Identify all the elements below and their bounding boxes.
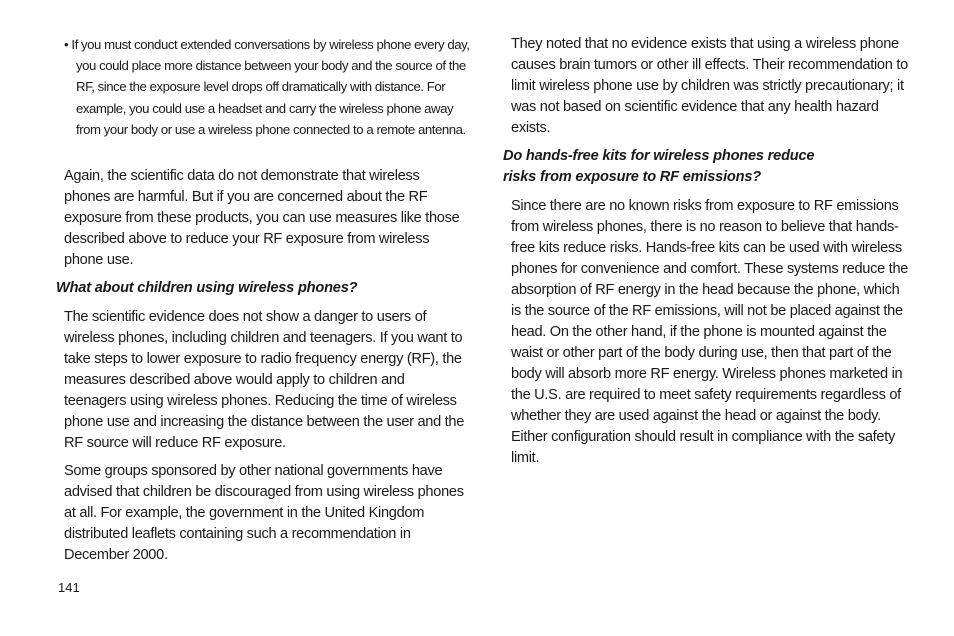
heading-hands-free-line-2: risks from exposure to RF emissions? — [503, 169, 761, 185]
paragraph-rf-concern: Again, the scientific data do not demonstrate that wireless phones are harmful. But if you are concerned about the RF exposure from these products, you can use measures like those described above to reduce your RF exposure from wireless phone use. — [64, 168, 460, 268]
paragraph-children-evidence: The scientific evidence does not show a danger to users of wireless phones, including children and teenagers. If you want to take steps to lower exposure to radio frequency energy (RF), the measures described above would apply to children and teenagers using wireless phones. Reducing the time of wireless phone use and increasing the distance between the user and the RF source will reduce RF exposure. — [64, 309, 465, 451]
bullet-marker: • — [64, 37, 69, 52]
paragraph-national-governments: Some groups sponsored by other national governments have advised that children be discouraged from using wireless phones at all. For example, the government in the United Kingdom distributed leaflets containing such a recommendation in December 2000. — [64, 463, 464, 563]
page-number: 141 — [58, 580, 80, 595]
bullet-item — [64, 34, 476, 140]
heading-hands-free-line-1: Do hands-free kits for wireless phones reduce — [503, 148, 815, 164]
paragraph-no-evidence: They noted that no evidence exists that using a wireless phone causes brain tumors or other ill effects. Their recommendation to limit wireless phone use by children was strictly precautionary; it was not based on scientific evidence that any health hazard exists. — [511, 36, 908, 136]
paragraph-hands-free-kits: Since there are no known risks from exposure to RF emissions from wireless phones, there is no reason to believe that hands-free kits reduce risks. Hands-free kits can be used with wireless phones for convenience and comfort. These systems reduce the absorption of RF energy in the head because the phone, which is the source of the RF emissions, will not be placed against the head. On the other hand, if the phone is mounted against the waist or other part of the body during use, then that part of the body will absorb more RF energy. Wireless phones marketed in the U.S. are required to meet safety requirements regardless of whether they are used against the head or against the body. Either configuration should result in compliance with the safety limit. — [511, 198, 909, 466]
bullet-text: If you must conduct extended conversations by wireless phone every day, you could place more distance between your body and the source of the RF, since the exposure level drops off dramatically with distance. For example, you could use a headset and carry the wireless phone away from your body or use a wireless phone connected to a remote antenna. — [71, 37, 470, 137]
heading-children: What about children using wireless phones? — [56, 280, 358, 296]
